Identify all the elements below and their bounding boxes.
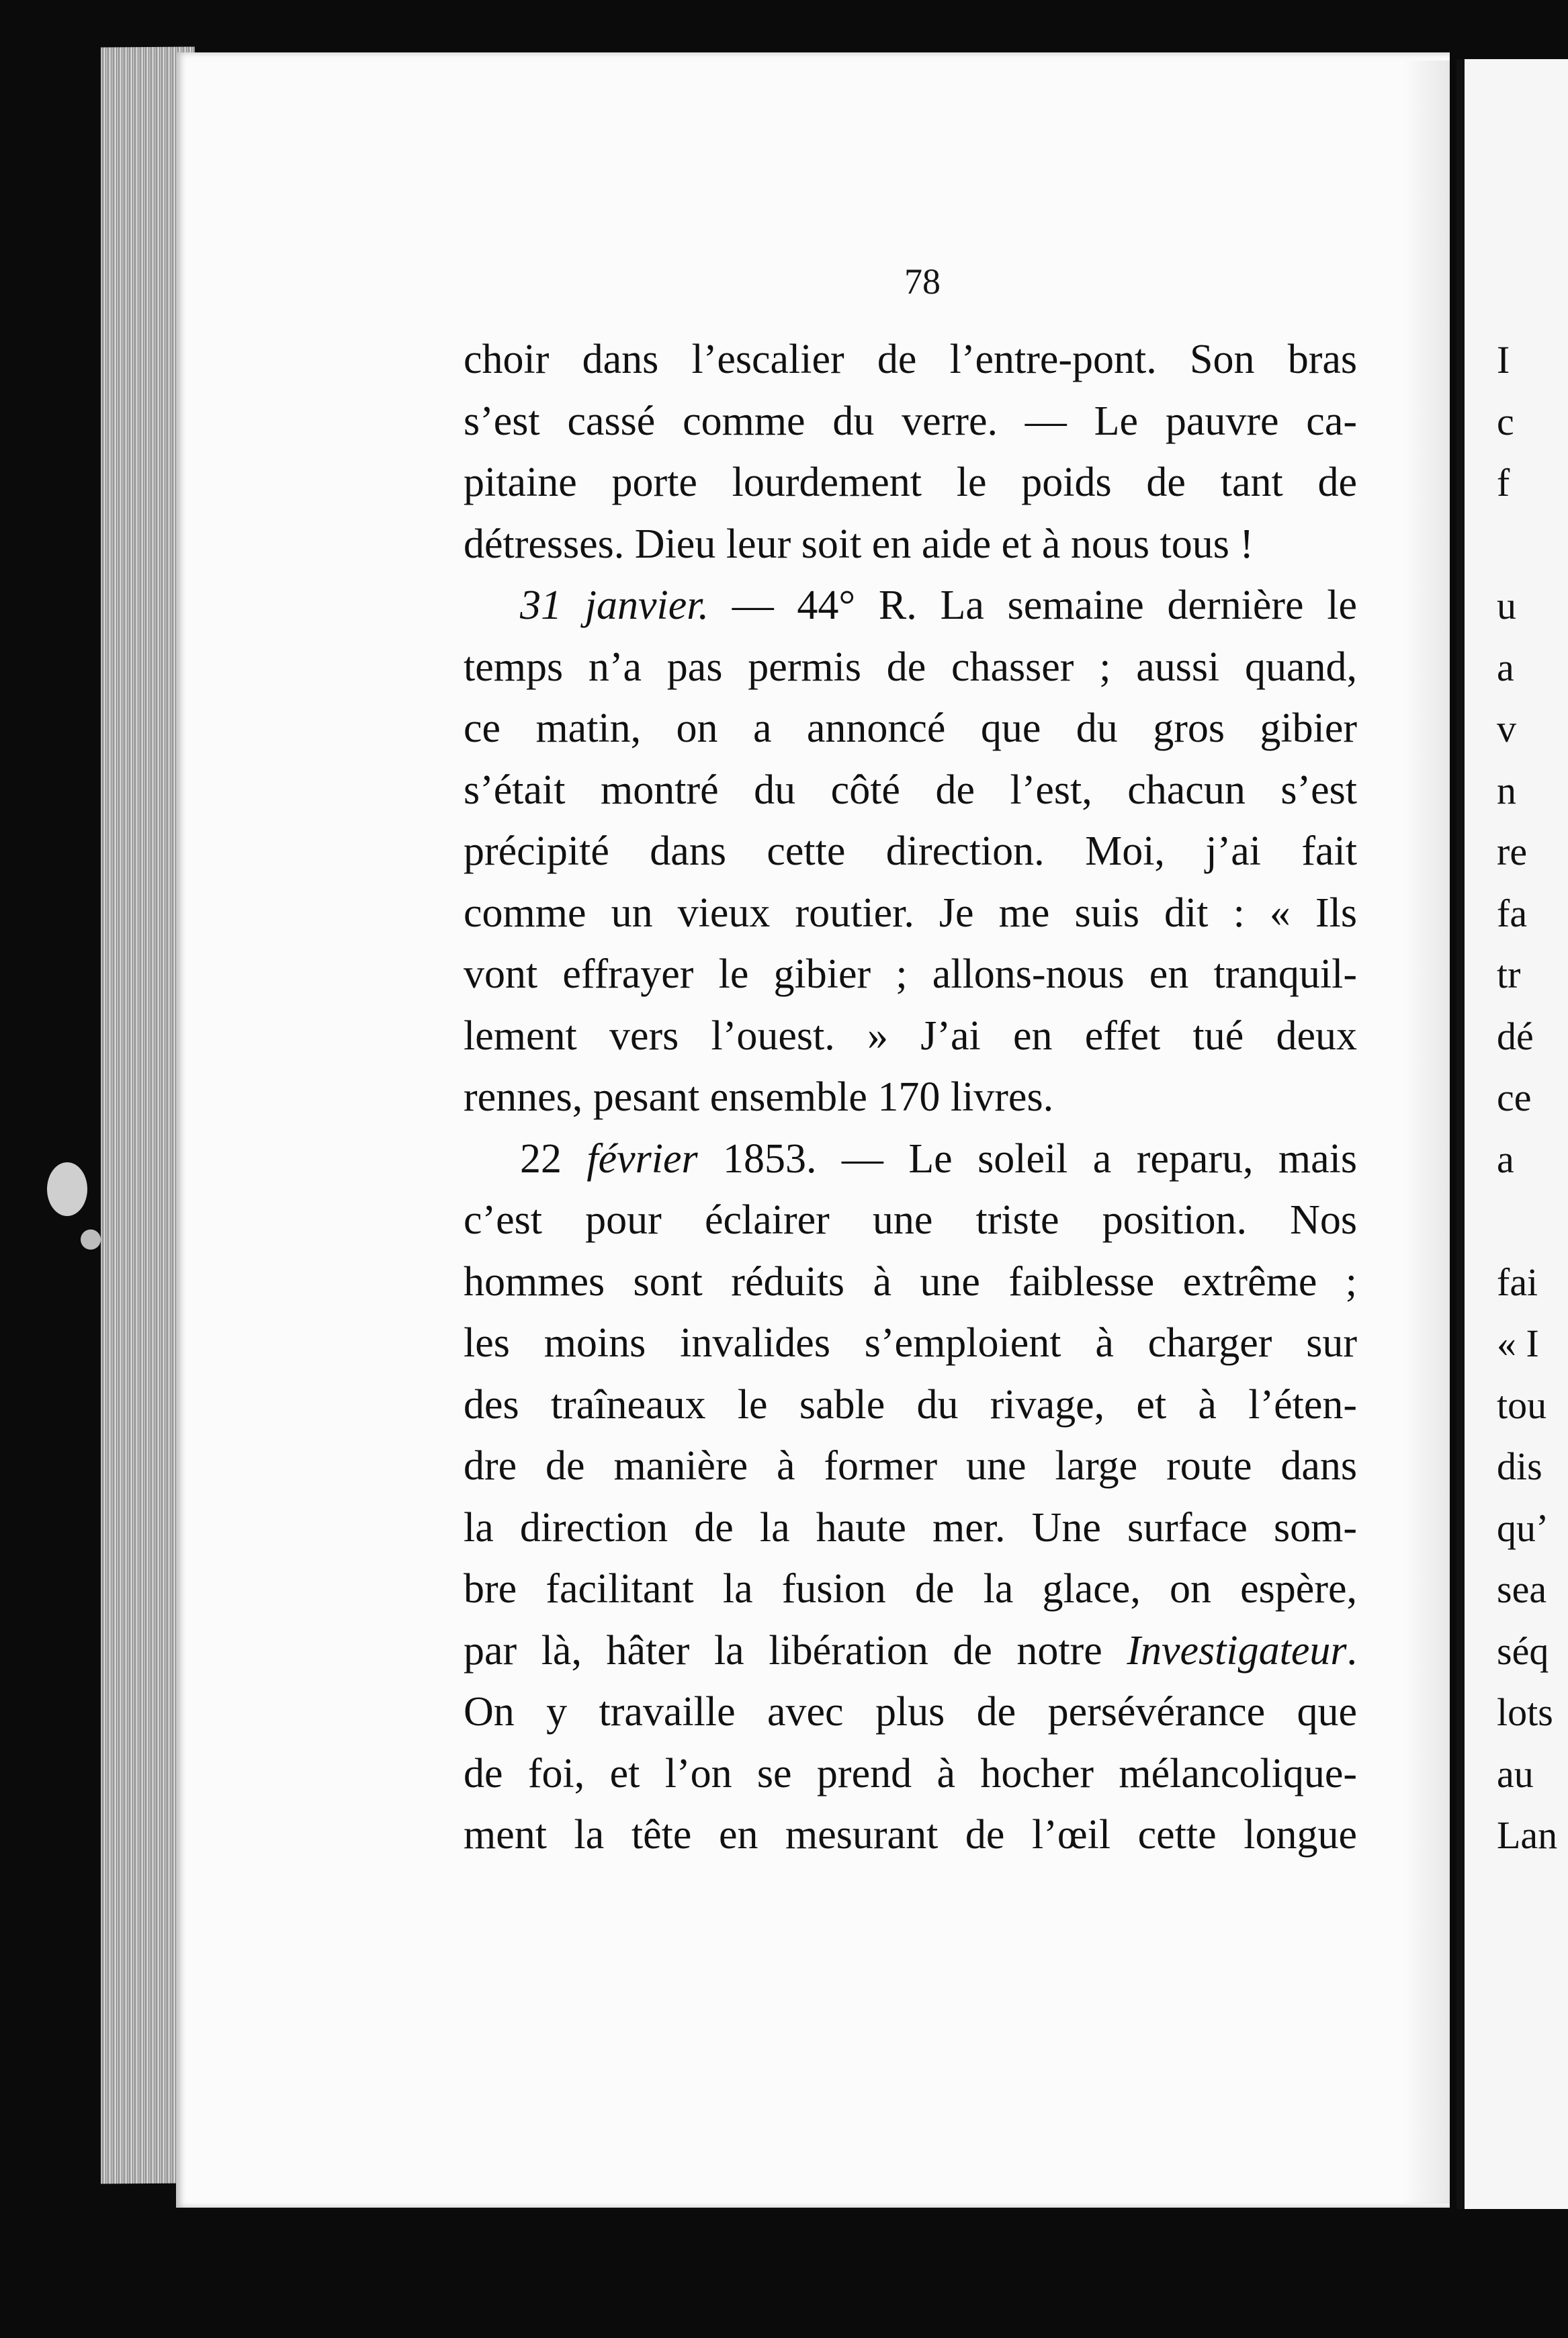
text-line: les moins invalides s’emploient à charger sur (464, 1320, 1357, 1366)
fragment: Lan (1497, 1813, 1558, 1857)
gutter-shadow (1403, 60, 1450, 2204)
text-line: de foi, et l’on se prend à hocher mélancolique- (464, 1750, 1357, 1796)
fragment: f (1497, 461, 1510, 505)
text-line: lement vers l’ouest. » J’ai en effet tué deux (464, 1012, 1357, 1059)
text-line: vont effrayer le gibier ; allons-nous en tranquil- (464, 951, 1357, 997)
text-line: dre de manière à former une large route dans (464, 1443, 1357, 1489)
text-line: s’était montré du côté de l’est, chacun s’est (464, 767, 1357, 813)
fragment: dis (1497, 1444, 1542, 1488)
fragment: « I (1497, 1322, 1539, 1365)
fragment (1497, 1190, 1568, 1252)
diary-entry-january (464, 575, 1357, 637)
text-line-ship-name: par là, hâter la libération de notre Investigateur. (464, 1627, 1357, 1674)
text-line: temps n’a pas permis de chasser ; aussi quand, (464, 644, 1357, 690)
text-line: c’est pour éclairer une triste position. Nos (464, 1197, 1357, 1243)
fragment: c (1497, 399, 1514, 443)
fragment: séq (1497, 1629, 1549, 1673)
text-line: la direction de la haute mer. Une surface som- (464, 1504, 1357, 1551)
fragment: dé (1497, 1014, 1534, 1058)
fragment: u (1497, 584, 1516, 627)
text-line: pitaine porte lourdement le poids de tant de (464, 460, 1357, 505)
text-line: détresses. Dieu leur soit en aide et à nous tous ! (464, 521, 1254, 567)
page-number: 78 (904, 261, 941, 302)
page-text (464, 329, 1357, 1866)
entry-text: — 44° R. La semaine dernière le (708, 582, 1357, 628)
fragment: a (1497, 1137, 1514, 1181)
fragment: tou (1497, 1383, 1547, 1427)
text-line: des traîneaux le sable du rivage, et à l’éten- (464, 1381, 1357, 1428)
text-line: précipité dans cette direction. Moi, j’ai fait (464, 828, 1357, 874)
fragment: I (1497, 338, 1510, 382)
text-line: On y travaille avec plus de persévérance que (464, 1689, 1357, 1735)
entry-date: 31 janvier. (520, 582, 709, 628)
entry-day: 22 (520, 1135, 587, 1182)
text-line: ce matin, on a annoncé que du gros gibier (464, 705, 1357, 751)
dust-speck (81, 1229, 101, 1250)
ship-name: Investigateur (1127, 1627, 1347, 1674)
entry-year: 1853. (697, 1135, 817, 1182)
diary-entry-february (464, 1129, 1357, 1190)
entry-month: février (586, 1135, 698, 1182)
fragment: n (1497, 768, 1516, 812)
fragment: ce (1497, 1076, 1532, 1119)
right-page-fragments (1497, 329, 1568, 1866)
text-line: bre facilitant la fusion de la glace, on espère, (464, 1566, 1357, 1612)
fragment: sea (1497, 1567, 1547, 1611)
text-line: hommes sont réduits à une faiblesse extrême ; (464, 1258, 1357, 1305)
fragment: qu’ (1497, 1506, 1549, 1550)
fragment: au (1497, 1751, 1534, 1796)
fragment: a (1497, 645, 1514, 689)
fragment: lots (1497, 1690, 1553, 1734)
fragment: v (1497, 707, 1516, 750)
entry-text: — Le soleil a reparu, mais (816, 1135, 1358, 1182)
text-line: rennes, pesant ensemble 170 livres. (464, 1074, 1054, 1120)
fragment: re (1497, 830, 1528, 873)
dust-speck (47, 1162, 87, 1216)
fragment: fa (1497, 891, 1528, 935)
fragment: fai (1497, 1260, 1538, 1304)
text-line: choir dans l’escalier de l’entre-pont. Son bras (464, 337, 1357, 382)
text-line: s’est cassé comme du verre. — Le pauvre ca- (464, 398, 1357, 444)
text-line: ment la tête en mesurant de l’œil cette longue (464, 1812, 1357, 1858)
fragment (1497, 514, 1568, 576)
text-line: comme un vieux routier. Je me suis dit : « Ils (464, 890, 1357, 936)
fragment: tr (1497, 953, 1521, 996)
